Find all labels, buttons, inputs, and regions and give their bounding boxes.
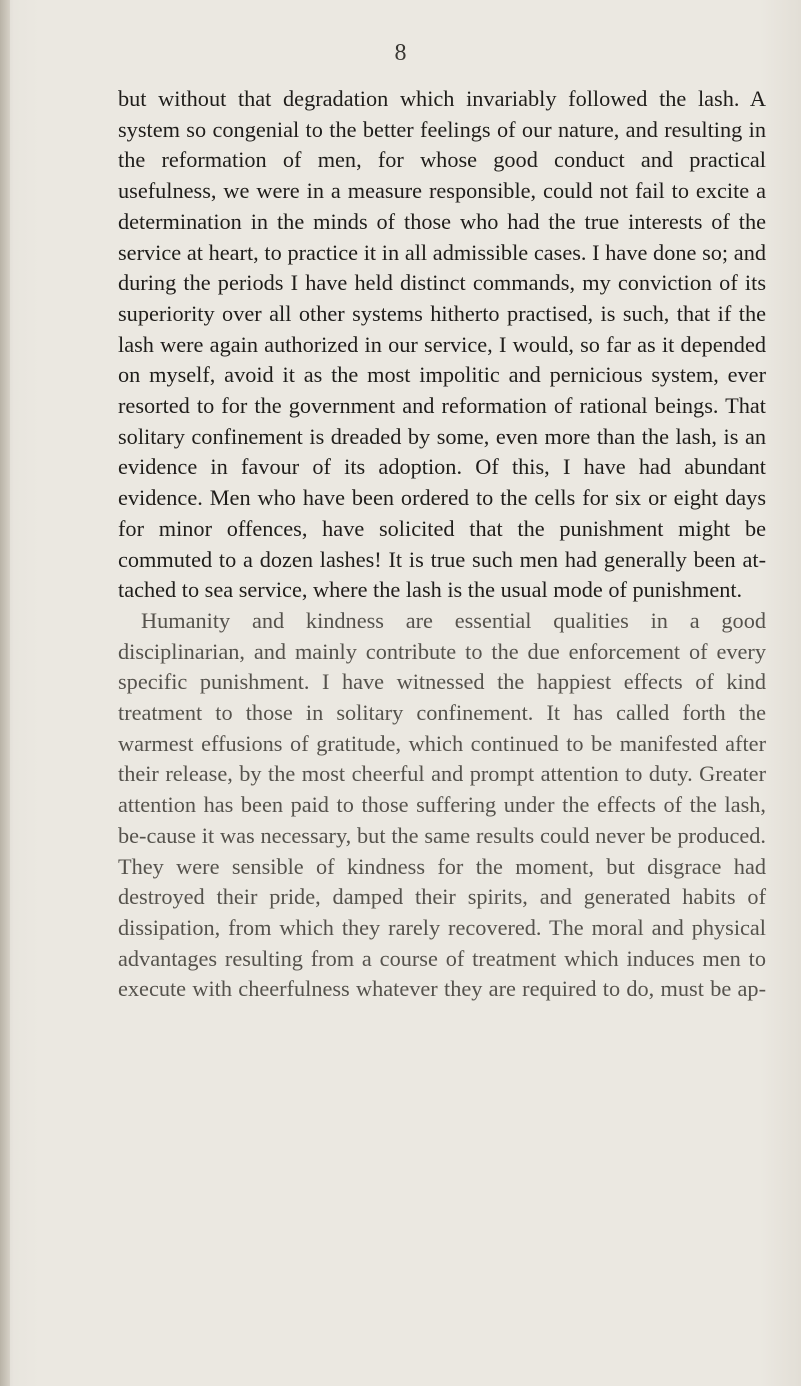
page-binding-edge xyxy=(0,0,10,1386)
paragraph-2: Humanity and kindness are essential qualities in a good disciplinarian, and mainly contribute to the due enforcement of every specific punishment. I have witnessed the happiest effects of kind treatment to those in solitary confinement. It has called forth the warmest effusions of gratitude, which continued to be manifested after their release, by the most cheerful and prompt attention to duty. Greater attention has been paid to those suffering under the effects of the lash, be-cause it was necessary, but the same results could never be produced. They were sensible of kindness for the moment, but disgrace had destroyed their pride, damped their spirits, and generated habits of dissipation, from which they rarely recovered. The moral and physical advantages resulting from a course of treatment which induces men to execute with cheerfulness whatever they are required to do, must be ap- xyxy=(118,607,766,1002)
page-body xyxy=(118,84,766,1005)
page-number: 8 xyxy=(394,40,407,66)
paragraph-1: but without that degradation which invariably followed the lash. A system so congenial to the better feelings of our nature, and resulting in the reformation of men, for whose good conduct and practical usefulness, we were in a measure responsible, could not fail to excite a determination in the minds of those who had the true interests of the service at heart, to practice it in all admissible cases. I have done so; and during the periods I have held distinct commands, my conviction of its superiority over all other systems hitherto practised, is such, that if the lash were again authorized in our service, I would, so far as it depended on myself, avoid it as the most impolitic and pernicious system, ever resorted to for the government and reformation of rational beings. That solitary confinement is dreaded by some, even more than the lash, is an evidence in favour of its adoption. Of this, I have had abundant evidence. Men who have been ordered to the cells for six or eight days for minor offences, have solicited that the punishment might be commuted to a dozen lashes! It is true such men had generally been at-tached to sea service, where the lash is the usual mode of punishment. xyxy=(118,86,766,603)
